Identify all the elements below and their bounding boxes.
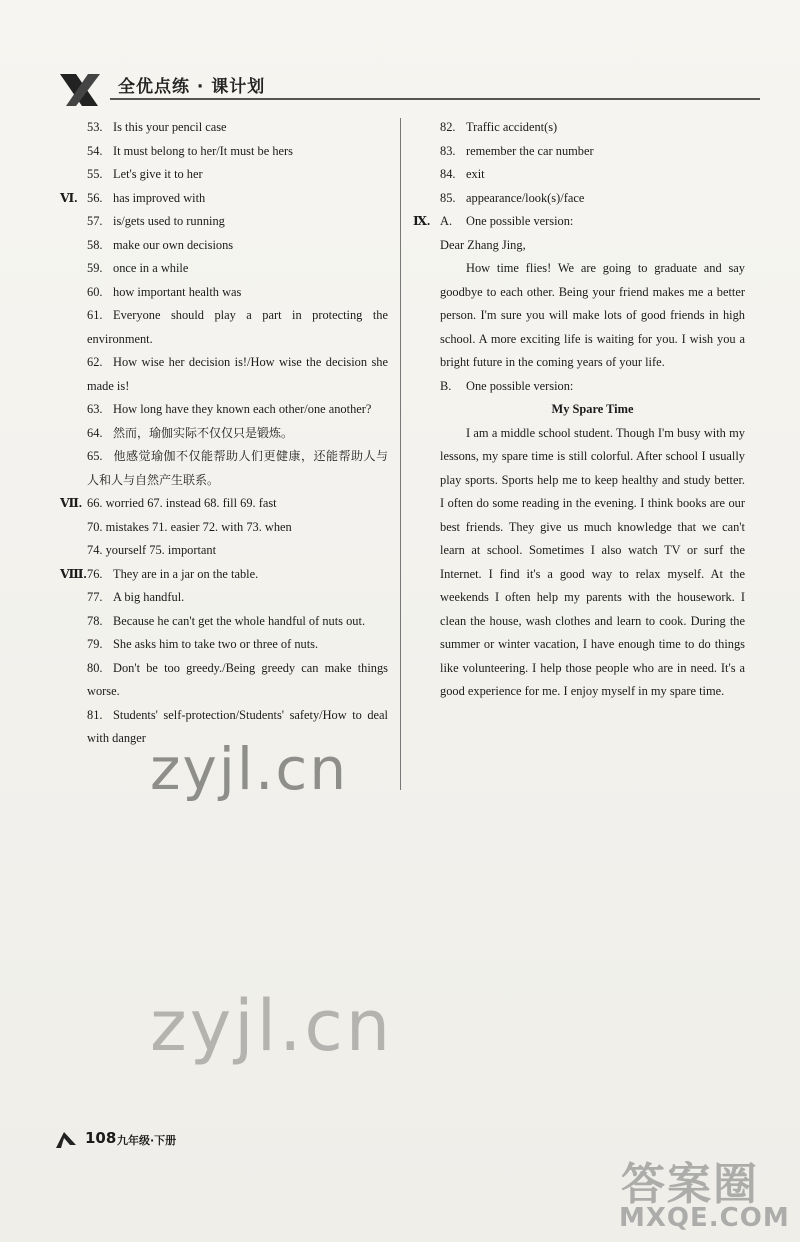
answer-item bbox=[60, 351, 388, 398]
answer-text: They are in a jar on the table. bbox=[113, 566, 259, 581]
answer-text: She asks him to take two or three of nuts. bbox=[113, 637, 319, 651]
answer-number: 60. bbox=[87, 284, 103, 299]
answer-item bbox=[60, 187, 388, 211]
answer-number: 54. bbox=[87, 143, 103, 158]
answer-number: 82. bbox=[440, 120, 456, 134]
answer-item bbox=[60, 116, 388, 140]
answer-item bbox=[60, 304, 388, 351]
page-number: 108 bbox=[85, 1129, 117, 1147]
answer-number: 61. bbox=[87, 308, 103, 322]
answer-text: 66. worried 67. instead 68. fill 69. fast bbox=[87, 496, 277, 510]
right-column bbox=[413, 116, 745, 704]
essay-title: My Spare Time bbox=[551, 402, 634, 416]
answer-text: Is this your pencil case bbox=[113, 120, 227, 134]
arrow-logo-icon bbox=[55, 1129, 77, 1149]
answer-text: How wise her decision is!/How wise the decision she made is! bbox=[87, 355, 388, 393]
answer-text: One possible version: bbox=[466, 214, 574, 228]
answer-number: 81. bbox=[87, 707, 103, 722]
watermark-mid: zyjl.cn bbox=[150, 735, 349, 803]
answer-text: remember the car number bbox=[466, 143, 594, 158]
answer-item bbox=[413, 163, 745, 187]
answer-item bbox=[60, 586, 388, 610]
book-logo-icon bbox=[58, 72, 102, 108]
watermark-lower: zyjl.cn bbox=[150, 985, 394, 1067]
section-numeral: Ⅶ. bbox=[60, 496, 82, 510]
essay-body: I am a middle school student. Though I'm busy with my lessons, my spare time is still colorful. After school I usually play sports. Sports help me to keep healthy and study better. I often do some reading in the evening. I think books are our best friends. They give us much knowledge that we can't learn at school. Sometimes I also watch TV or surf the Internet. I find it's a good way to relax myself. At the weekends I often help my parents with the housework. I clean the house, wash clothes and learn to cook. During the summer or winter vacation, I have enough time to do things like volunteering. I help those people who are in need. It's a good experience for me. I enjoy myself in my spare time. bbox=[440, 425, 745, 698]
answer-text: How long have they known each other/one another? bbox=[113, 402, 372, 416]
answer-item bbox=[60, 163, 388, 187]
site-stamp bbox=[615, 1148, 793, 1240]
answer-item bbox=[60, 610, 388, 634]
answer-item bbox=[60, 657, 388, 704]
version-b-text: One possible version: bbox=[466, 378, 574, 393]
answer-number: 56. bbox=[87, 190, 103, 205]
answer-text: A big handful. bbox=[113, 590, 185, 604]
left-column bbox=[60, 116, 388, 751]
answer-number: 58. bbox=[87, 237, 103, 252]
answer-text: make our own decisions bbox=[113, 237, 234, 252]
answer-text: Everyone should play a part in protecting the environment. bbox=[87, 308, 388, 346]
answer-text: It must belong to her/It must be hers bbox=[113, 143, 293, 158]
section-numeral: Ⅵ. bbox=[60, 190, 78, 205]
answer-item bbox=[60, 492, 388, 516]
version-b-num: B. bbox=[440, 378, 452, 393]
answer-item bbox=[413, 210, 745, 234]
answer-number: A. bbox=[440, 214, 453, 228]
answer-item bbox=[413, 116, 745, 140]
letter-salutation: Dear Zhang Jing, bbox=[440, 237, 526, 252]
answer-number: 79. bbox=[87, 637, 103, 651]
answer-number: 84. bbox=[440, 167, 456, 181]
answer-text: Traffic accident(s) bbox=[466, 120, 558, 134]
answer-text: once in a while bbox=[113, 261, 189, 275]
answer-number: 53. bbox=[87, 120, 103, 134]
answer-item bbox=[60, 281, 388, 305]
answer-item bbox=[60, 422, 388, 446]
header-title: 全优点练 · 课计划 bbox=[118, 77, 266, 97]
answer-item bbox=[413, 140, 745, 164]
page-footer bbox=[55, 1125, 355, 1155]
answer-number: 83. bbox=[440, 143, 456, 158]
header-rule bbox=[110, 98, 760, 100]
answer-number: 64. bbox=[87, 425, 103, 440]
answer-item bbox=[60, 633, 388, 657]
page-header bbox=[40, 62, 760, 112]
column-divider bbox=[400, 118, 401, 790]
version-b-line bbox=[413, 375, 745, 399]
answer-text: exit bbox=[466, 167, 485, 181]
stamp-en-text: MXQE.COM bbox=[619, 1203, 790, 1233]
answer-text: is/gets used to running bbox=[113, 214, 225, 228]
answer-item bbox=[60, 539, 388, 563]
answer-number: 57. bbox=[87, 214, 103, 228]
answer-text: 74. yourself 75. important bbox=[87, 543, 217, 557]
answer-number: 62. bbox=[87, 355, 103, 369]
answer-number: 80. bbox=[87, 660, 103, 675]
answer-text: 然而，瑜伽实际不仅仅只是锻炼。 bbox=[113, 425, 294, 440]
answer-number: 55. bbox=[87, 167, 103, 181]
answer-number: 78. bbox=[87, 613, 103, 628]
answer-text: Don't be too greedy./Being greedy can make things worse. bbox=[87, 660, 388, 698]
section-numeral: Ⅷ. bbox=[60, 566, 87, 581]
answer-number: 65. bbox=[87, 449, 103, 463]
answer-item bbox=[60, 445, 388, 492]
answer-number: 85. bbox=[440, 190, 456, 205]
stamp-cn-text: 答案圈 bbox=[621, 1159, 759, 1210]
answer-text: has improved with bbox=[113, 190, 206, 205]
answer-item bbox=[413, 187, 745, 211]
answer-text: appearance/look(s)/face bbox=[466, 190, 585, 205]
answer-item bbox=[60, 210, 388, 234]
answer-text: Students' self-protection/Students' safety/How to deal with danger bbox=[87, 707, 388, 745]
answer-number: 59. bbox=[87, 261, 103, 275]
answer-number: 77. bbox=[87, 590, 103, 604]
answer-item bbox=[60, 234, 388, 258]
answer-item bbox=[60, 257, 388, 281]
answer-number: 76. bbox=[87, 566, 103, 581]
answer-item bbox=[60, 516, 388, 540]
answer-item bbox=[60, 398, 388, 422]
answer-text: Because he can't get the whole handful of nuts out. bbox=[113, 613, 366, 628]
answer-text: 他感觉瑜伽不仅能帮助人们更健康，还能帮助人与人和人与自然产生联系。 bbox=[87, 449, 388, 487]
answer-item bbox=[60, 563, 388, 587]
letter-body: How time flies! We are going to graduate and say goodbye to each other. Being your friend makes me a better person. I'm sure you will make lots of good friends in high school. A more exciting life is waiting for you. I wish you a bright future in the coming years of your life. bbox=[440, 261, 745, 369]
section-numeral: Ⅸ. bbox=[413, 214, 431, 228]
right-answer-list bbox=[413, 116, 745, 234]
answer-item bbox=[60, 140, 388, 164]
answer-text: Let's give it to her bbox=[113, 167, 203, 181]
answer-text: how important health was bbox=[113, 284, 242, 299]
answer-number: 63. bbox=[87, 402, 103, 416]
grade-label: 九年级·下册 bbox=[117, 1134, 177, 1147]
answer-text: 70. mistakes 71. easier 72. with 73. when bbox=[87, 519, 292, 534]
